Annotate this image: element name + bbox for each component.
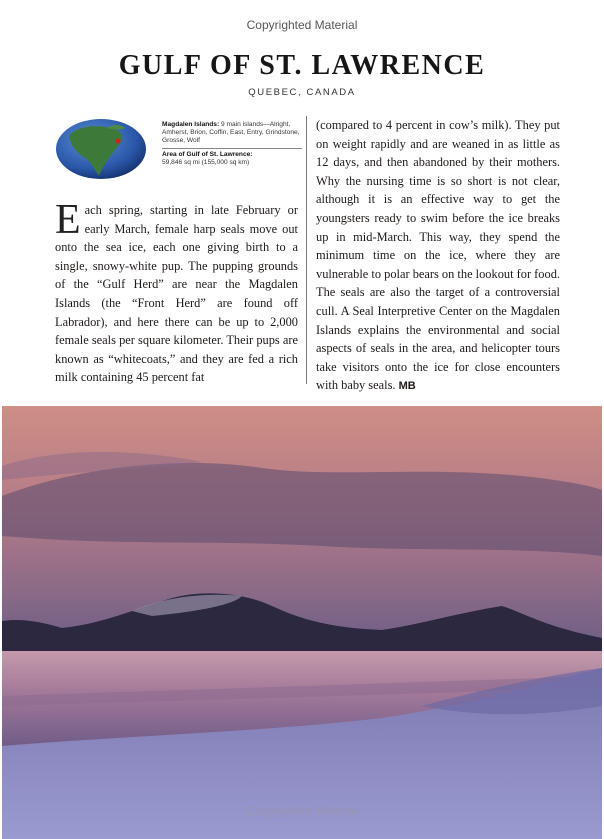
article-column-left <box>55 197 298 387</box>
fact-box <box>162 121 302 167</box>
column-divider <box>306 116 307 384</box>
area-value: 59,846 sq mi (155,000 sq km) <box>162 158 250 166</box>
landscape-photo <box>2 406 602 839</box>
area-fact <box>162 151 302 167</box>
page-title: GULF OF ST. LAWRENCE <box>118 50 486 81</box>
article-text-left: ach spring, starting in late February or early March, female harp seals move out onto the sea ice, each one giving birth to a single, snowy-white pup. The pupping grounds of the “Gulf Herd” are near the Magdalen Islands (the “Front Herd” are found off Labrador), and here there can be up to 2,000 female seals per square kilometer. Their pups are known as “whitecoats,” and they are fed a rich milk containing 45 percent fat <box>55 203 298 385</box>
author-initials: MB <box>398 380 416 393</box>
fact-divider <box>162 148 302 149</box>
location-marker <box>116 139 121 144</box>
drop-cap: E <box>55 197 81 243</box>
location-subtitle: QUEBEC, CANADA <box>248 87 356 98</box>
magdalen-fact <box>162 121 302 146</box>
copyright-watermark-top: Copyrighted Material <box>246 18 358 32</box>
magdalen-value: 9 main islands—Alright, Amherst, Brion, Coffin, East, Entry, Grindstone, Grosse, Wolf <box>162 121 300 145</box>
globe-locator-map <box>55 118 147 180</box>
article-column-right <box>316 116 560 396</box>
area-label: Area of Gulf of St. Lawrence: <box>162 150 253 158</box>
article-text-right: (compared to 4 percent in cow’s milk). They put on weight rapidly and are weaned in as little as 12 days, and then abandoned by their mothers. Why the nursing time is so short is not clear, although it is an effective way to get the youngsters ready to swim before the ice breaks up in mid-March. This way, they spend the minimum time on the ice, where they are vulnerable to polar bears on the lookout for food. The seals are also the target of a controversial cull. A Seal Interpretive Center on the Magdalen Islands explains the environmental and social aspects of seals in the area, and helicopter tours take visitors onto the ice for close encounters with baby seals. <box>316 118 560 393</box>
copyright-watermark-bottom: Copyrighted Material <box>246 804 358 818</box>
magdalen-label: Magdalen Islands: <box>162 121 220 128</box>
